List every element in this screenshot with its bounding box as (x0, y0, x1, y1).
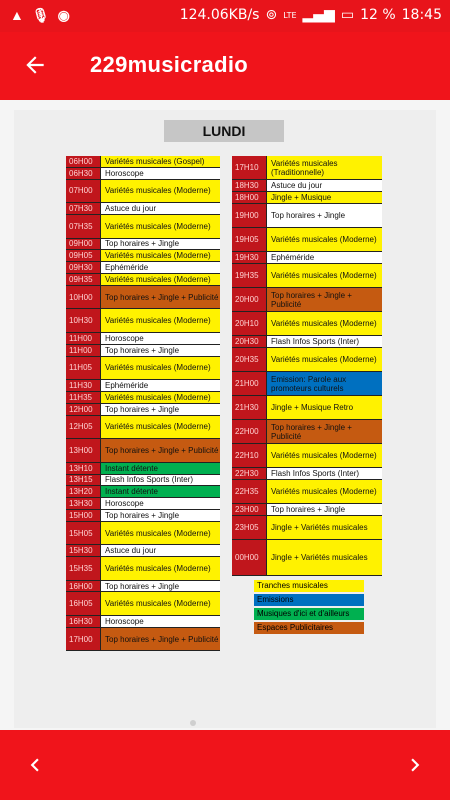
schedule-program: Top horaires + Jingle (100, 239, 220, 250)
schedule-time: 09H30 (66, 262, 100, 273)
day-title: LUNDI (164, 120, 284, 142)
mic-icon: 🎙 (31, 7, 50, 23)
schedule-row (66, 180, 220, 204)
schedule-time: 12H05 (66, 416, 100, 439)
schedule-row (66, 357, 220, 381)
schedule-program: Top horaires + Jingle (266, 504, 382, 515)
schedule-program: Variétés musicales (Moderne) (100, 180, 220, 203)
schedule-time: 15H05 (66, 522, 100, 545)
schedule-row (232, 204, 382, 228)
schedule-time: 21H00 (232, 372, 266, 395)
legend (254, 580, 364, 636)
schedule-time: 13H20 (66, 486, 100, 497)
legend-item: Musiques d'ici et d'ailleurs (254, 608, 364, 620)
system-status (180, 7, 442, 23)
schedule-program: Ephéméride (100, 262, 220, 273)
schedule-program: Ephéméride (266, 252, 382, 263)
schedule-viewer[interactable] (0, 100, 450, 730)
schedule-row (232, 156, 382, 180)
schedule-time: 09H00 (66, 239, 100, 250)
schedule-program: Variétés musicales (Moderne) (100, 309, 220, 332)
schedule-time: 16H30 (66, 616, 100, 627)
schedule-row (232, 468, 382, 480)
schedule-row (66, 592, 220, 616)
schedule-program: Top horaires + Jingle (100, 345, 220, 356)
schedule-time: 15H30 (66, 545, 100, 556)
schedule-time: 19H00 (232, 204, 266, 227)
schedule-program: Astuce du jour (100, 203, 220, 214)
schedule-row (66, 545, 220, 557)
schedule-row (66, 380, 220, 392)
schedule-time: 20H10 (232, 312, 266, 335)
schedule-time: 22H10 (232, 444, 266, 467)
schedule-row (232, 252, 382, 264)
next-chevron-icon[interactable] (402, 752, 428, 778)
lte-label: LTE (283, 10, 297, 20)
schedule-program: Top horaires + Jingle + Publicité (100, 286, 220, 309)
schedule-program: Flash Infos Sports (Inter) (100, 475, 220, 486)
schedule-program: Astuce du jour (266, 180, 382, 191)
schedule-row (66, 156, 220, 168)
schedule-program: Variétés musicales (Moderne) (266, 264, 382, 287)
schedule-program: Flash Infos Sports (Inter) (266, 336, 382, 347)
schedule-time: 15H00 (66, 510, 100, 521)
schedule-row (66, 486, 220, 498)
schedule-row (66, 463, 220, 475)
schedule-row (232, 516, 382, 540)
schedule-program: Ephéméride (100, 380, 220, 391)
schedule-row (232, 288, 382, 312)
schedule-time: 07H35 (66, 215, 100, 238)
schedule-program: Variétés musicales (Moderne) (100, 416, 220, 439)
schedule-time: 15H35 (66, 557, 100, 580)
schedule-program: Horoscope (100, 498, 220, 509)
schedule-row (66, 628, 220, 652)
schedule-time: 13H15 (66, 475, 100, 486)
schedule-time: 11H05 (66, 357, 100, 380)
schedule-row (232, 192, 382, 204)
schedule-time: 21H30 (232, 396, 266, 419)
schedule-right-column (232, 156, 382, 576)
schedule-program: Top horaires + Jingle + Publicité (266, 420, 382, 443)
schedule-program: Horoscope (100, 168, 220, 179)
legend-item: Emissions (254, 594, 364, 606)
battery-percent: 12 % (360, 7, 396, 23)
schedule-row (232, 372, 382, 396)
schedule-time: 09H35 (66, 274, 100, 285)
schedule-row (66, 333, 220, 345)
schedule-time: 22H35 (232, 480, 266, 503)
record-icon: ◉ (57, 7, 70, 23)
schedule-row (232, 540, 382, 576)
schedule-row (232, 180, 382, 192)
schedule-row (232, 480, 382, 504)
battery-icon: ▭ (340, 7, 355, 23)
schedule-time: 09H05 (66, 250, 100, 261)
schedule-row (232, 312, 382, 336)
schedule-program: Variétés musicales (Moderne) (100, 357, 220, 380)
previous-chevron-icon[interactable] (22, 752, 48, 778)
schedule-row (66, 168, 220, 180)
schedule-time: 10H30 (66, 309, 100, 332)
schedule-program: Jingle + Variétés musicales (266, 516, 382, 539)
schedule-program: Jingle + Variétés musicales (266, 540, 382, 575)
schedule-time: 07H30 (66, 203, 100, 214)
schedule-row (232, 420, 382, 444)
schedule-time: 11H00 (66, 345, 100, 356)
schedule-row (232, 348, 382, 372)
notification-icons (10, 7, 70, 24)
schedule-program: Variétés musicales (Moderne) (266, 444, 382, 467)
page-indicator (190, 720, 196, 726)
schedule-program: Variétés musicales (Moderne) (100, 557, 220, 580)
schedule-row (66, 215, 220, 239)
schedule-time: 19H35 (232, 264, 266, 287)
schedule-time: 16H00 (66, 581, 100, 592)
signal-icon: ▂▄▆ (302, 7, 335, 23)
schedule-page (14, 110, 436, 728)
status-bar (0, 0, 450, 32)
schedule-row (66, 274, 220, 286)
schedule-row (66, 522, 220, 546)
app-bar (0, 32, 450, 100)
schedule-time: 13H00 (66, 439, 100, 462)
schedule-row (66, 498, 220, 510)
clock: 18:45 (401, 7, 442, 23)
schedule-row (66, 262, 220, 274)
schedule-row (232, 444, 382, 468)
schedule-row (232, 264, 382, 288)
schedule-time: 19H05 (232, 228, 266, 251)
schedule-time: 07H00 (66, 180, 100, 203)
schedule-row (66, 392, 220, 404)
schedule-time: 19H30 (232, 252, 266, 263)
app-title: 229musicradio (90, 52, 248, 77)
schedule-program: Variétés musicales (Traditionnelle) (266, 156, 382, 179)
schedule-program: Horoscope (100, 333, 220, 344)
schedule-row (232, 504, 382, 516)
schedule-time: 10H00 (66, 286, 100, 309)
schedule-program: Variétés musicales (Moderne) (266, 228, 382, 251)
schedule-program: Variétés musicales (Moderne) (266, 312, 382, 335)
schedule-program: Instant détente (100, 486, 220, 497)
schedule-program: Top horaires + Jingle (266, 204, 382, 227)
schedule-time: 17H10 (232, 156, 266, 179)
schedule-time: 18H30 (232, 180, 266, 191)
schedule-row (232, 396, 382, 420)
legend-item: Espaces Publicitaires (254, 622, 364, 634)
schedule-time: 23H05 (232, 516, 266, 539)
schedule-row (232, 336, 382, 348)
schedule-time: 00H00 (232, 540, 266, 575)
schedule-time: 11H00 (66, 333, 100, 344)
schedule-program: Top horaires + Jingle + Publicité (266, 288, 382, 311)
network-speed: 124.06KB/s (179, 7, 260, 23)
schedule-program: Variétés musicales (Moderne) (100, 274, 220, 285)
schedule-program: Variétés musicales (Moderne) (266, 348, 382, 371)
schedule-program: Variétés musicales (Moderne) (100, 592, 220, 615)
schedule-time: 12H00 (66, 404, 100, 415)
schedule-row (66, 239, 220, 251)
schedule-row (66, 416, 220, 440)
schedule-time: 18H00 (232, 192, 266, 203)
schedule-program: Flash Infos Sports (Inter) (266, 468, 382, 479)
schedule-program: Top horaires + Jingle + Publicité (100, 439, 220, 462)
schedule-program: Variétés musicales (Moderne) (100, 215, 220, 238)
schedule-program: Variétés musicales (Gospel) (100, 156, 220, 167)
schedule-program: Top horaires + Jingle (100, 404, 220, 415)
schedule-program: Instant détente (100, 463, 220, 474)
schedule-row (66, 616, 220, 628)
schedule-row (66, 510, 220, 522)
schedule-program: Top horaires + Jingle + Publicité (100, 628, 220, 651)
schedule-time: 13H10 (66, 463, 100, 474)
schedule-time: 11H35 (66, 392, 100, 403)
schedule-time: 23H00 (232, 504, 266, 515)
back-arrow-icon[interactable] (22, 52, 48, 78)
hotspot-icon: ⊚ (265, 7, 278, 23)
schedule-program: Jingle + Musique Retro (266, 396, 382, 419)
schedule-row (66, 557, 220, 581)
schedule-program: Astuce du jour (100, 545, 220, 556)
schedule-time: 06H00 (66, 156, 100, 167)
schedule-time: 17H00 (66, 628, 100, 651)
schedule-left-column (66, 156, 220, 651)
schedule-row (66, 439, 220, 463)
schedule-time: 20H30 (232, 336, 266, 347)
schedule-time: 11H30 (66, 380, 100, 391)
schedule-program: Horoscope (100, 616, 220, 627)
schedule-row (66, 286, 220, 310)
schedule-time: 13H30 (66, 498, 100, 509)
schedule-row (66, 203, 220, 215)
schedule-row (232, 228, 382, 252)
schedule-program: Variétés musicales (Moderne) (100, 522, 220, 545)
schedule-time: 20H00 (232, 288, 266, 311)
schedule-time: 16H05 (66, 592, 100, 615)
schedule-row (66, 475, 220, 487)
schedule-row (66, 345, 220, 357)
schedule-time: 06H30 (66, 168, 100, 179)
schedule-row (66, 404, 220, 416)
schedule-program: Variétés musicales (Moderne) (100, 392, 220, 403)
schedule-program: Top horaires + Jingle (100, 581, 220, 592)
warning-icon: ▲ (10, 7, 24, 23)
schedule-time: 22H30 (232, 468, 266, 479)
schedule-time: 22H00 (232, 420, 266, 443)
schedule-program: Variétés musicales (Moderne) (100, 250, 220, 261)
schedule-row (66, 581, 220, 593)
schedule-time: 20H35 (232, 348, 266, 371)
schedule-row (66, 250, 220, 262)
schedule-row (66, 309, 220, 333)
schedule-program: Emission: Parole aux promoteurs culturels (266, 372, 382, 395)
schedule-program: Jingle + Musique (266, 192, 382, 203)
legend-item: Tranches musicales (254, 580, 364, 592)
schedule-program: Top horaires + Jingle (100, 510, 220, 521)
bottom-navigation (0, 730, 450, 800)
schedule-program: Variétés musicales (Moderne) (266, 480, 382, 503)
